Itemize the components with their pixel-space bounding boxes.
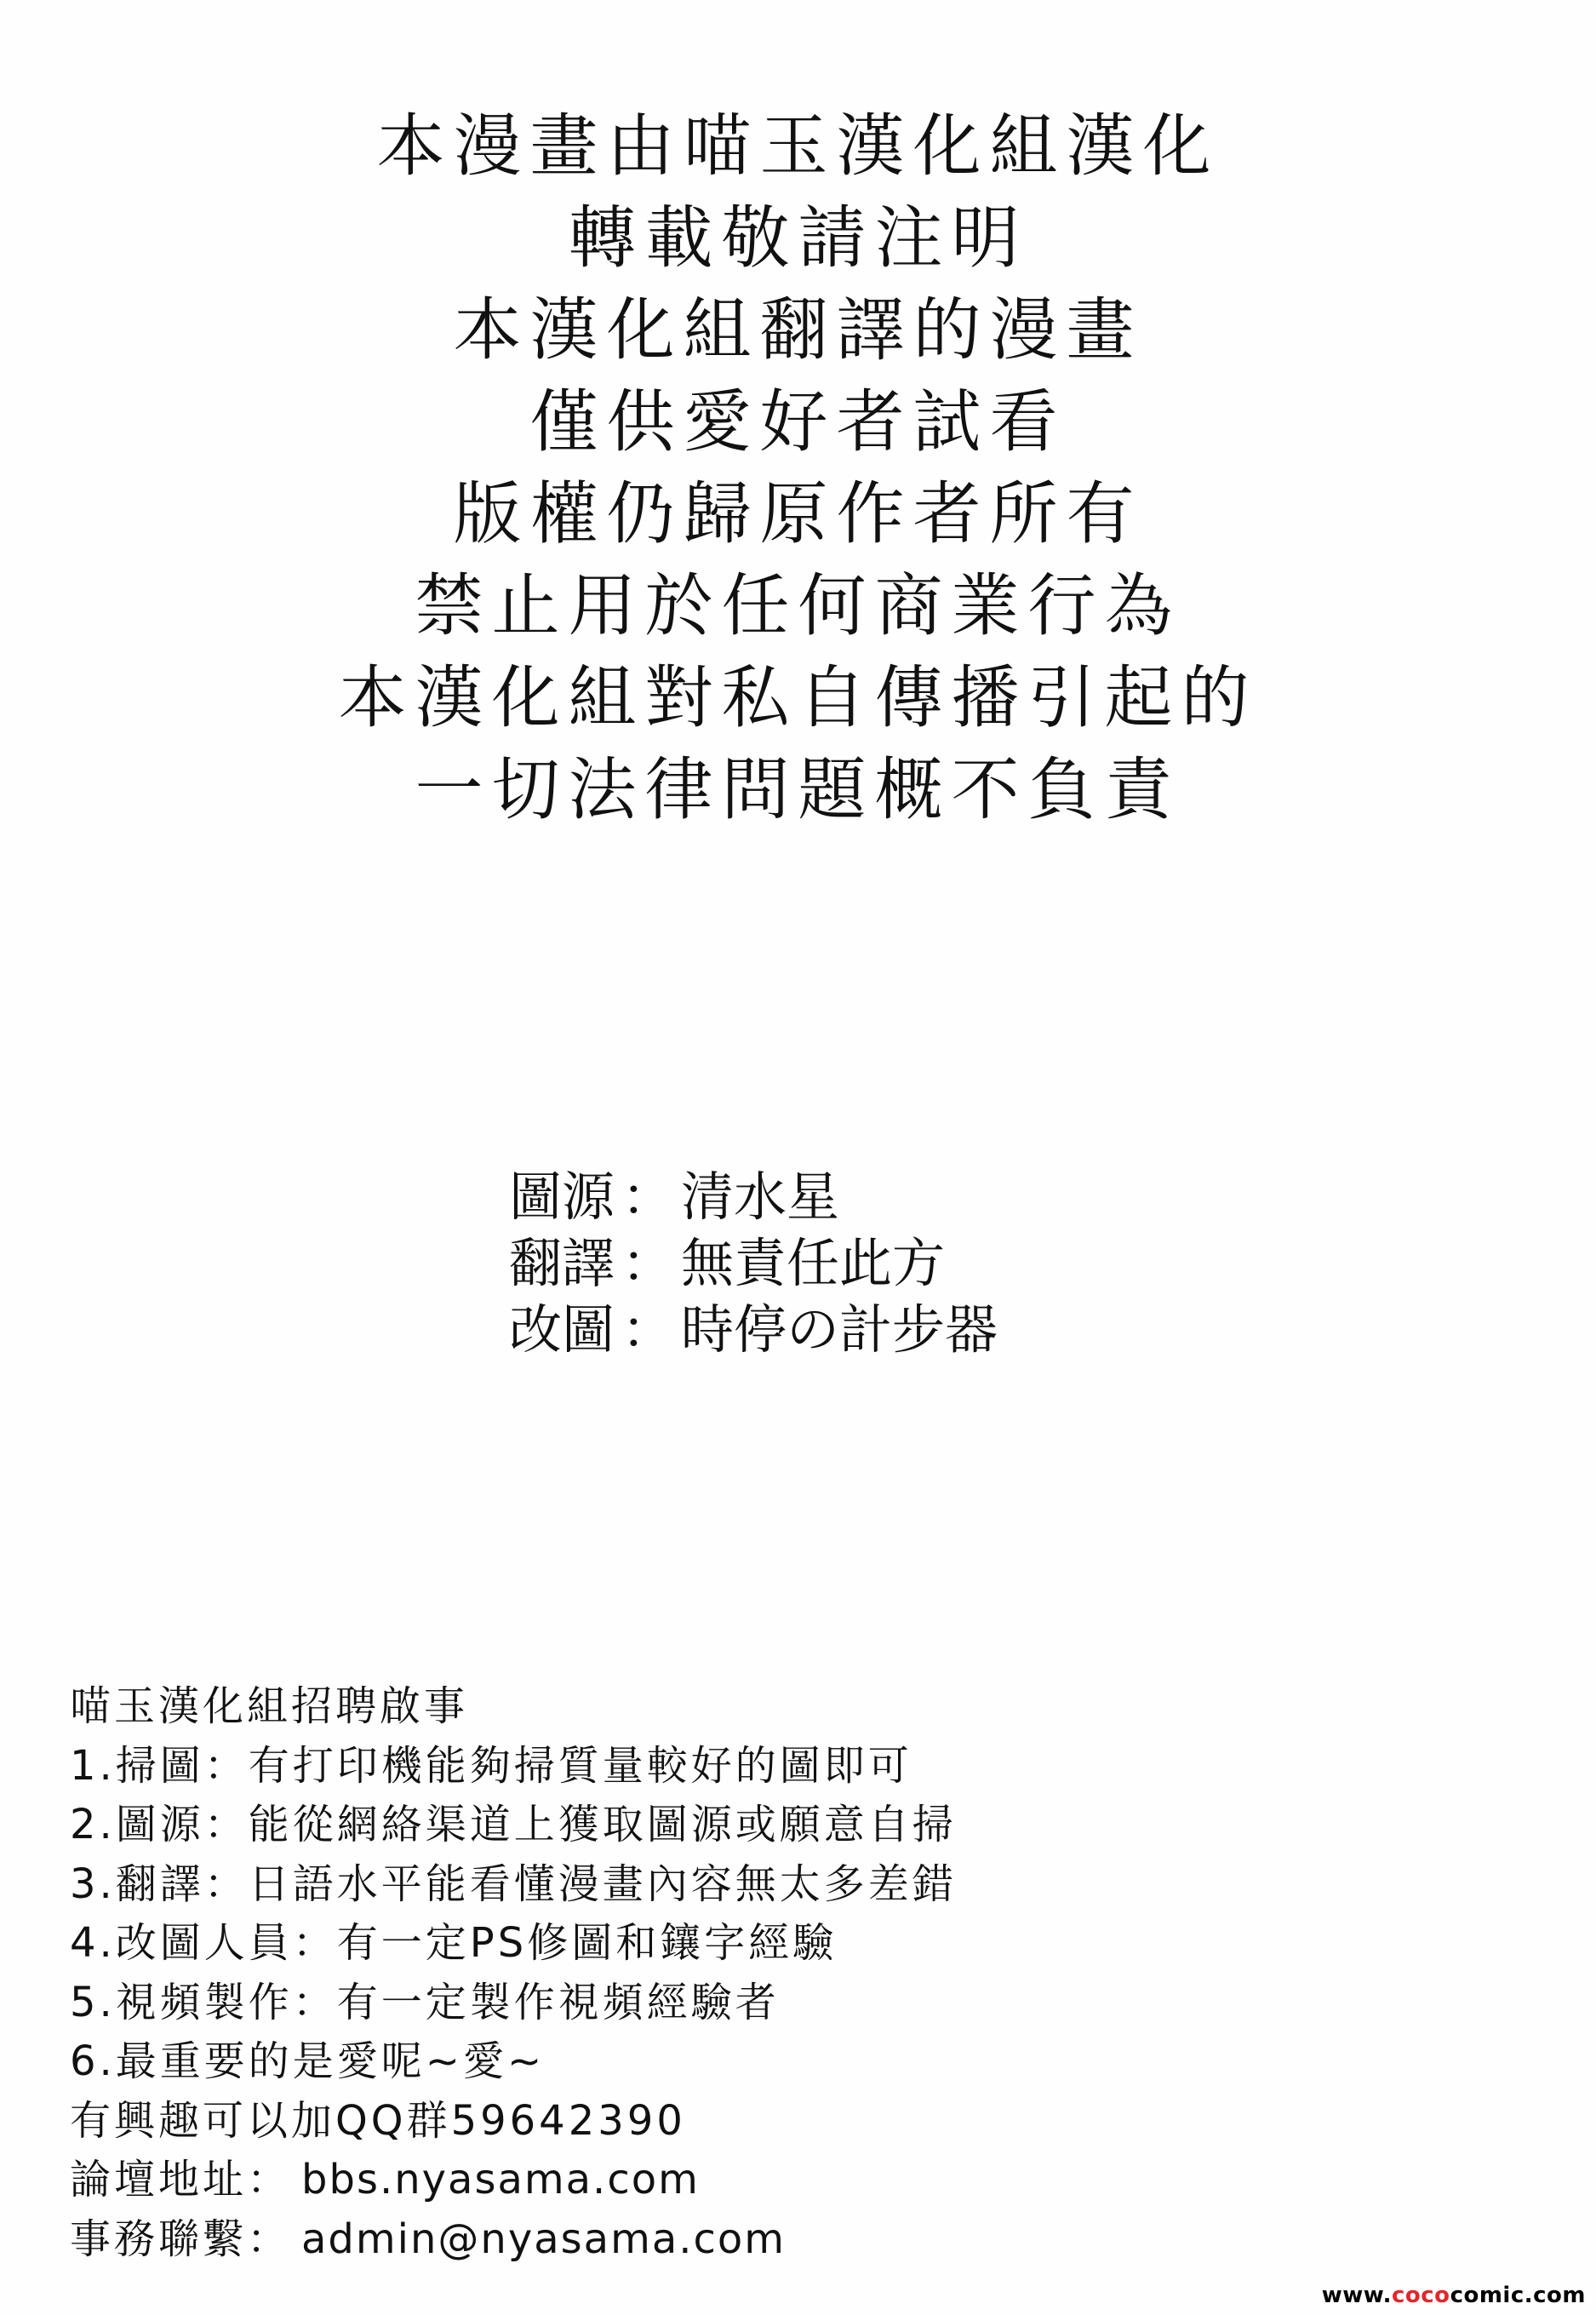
notice-line: 版權仍歸原作者所有	[453, 474, 1143, 553]
notice-line: 一切法律問題概不負責	[415, 750, 1181, 829]
credit-row-edit	[509, 1297, 1275, 1363]
notice-line: 本漢化組翻譯的漫畫	[453, 290, 1143, 370]
notice-line: 僅供愛好者試看	[529, 382, 1067, 461]
contact-label: 事務聯繫：	[70, 2215, 292, 2263]
recruit-item: 1.掃圖：有打印機能夠掃質量較好的圖即可	[70, 1741, 912, 1790]
staff-credits	[509, 1164, 1275, 1363]
credit-role: 改圖	[509, 1298, 615, 1361]
forum-address-line	[70, 2151, 1347, 2210]
credit-name: 時停の計步器	[681, 1298, 998, 1361]
recruit-item: 6.最重要的是愛呢~愛~	[70, 2037, 546, 2085]
contact-email: admin@nyasama.com	[301, 2215, 787, 2263]
credit-role: 圖源	[509, 1166, 615, 1228]
recruitment-notice	[70, 1677, 1347, 2269]
credit-row-translation	[509, 1230, 1275, 1297]
notice-line: 轉載敬請注明	[568, 198, 1028, 278]
recruit-item: 4.改圖人員：有一定PS修圖和鑲字經驗	[70, 1919, 838, 1967]
watermark-brand: coco	[1392, 2283, 1450, 2308]
credit-name: 無責任此方	[681, 1232, 946, 1294]
watermark-suffix: comic.com	[1450, 2283, 1586, 2308]
credit-separator: ：	[621, 1166, 675, 1228]
forum-label: 論壇地址：	[70, 2156, 292, 2203]
credit-row-source	[509, 1164, 1275, 1230]
credit-role: 翻譯	[509, 1232, 615, 1294]
contact-email-line	[70, 2210, 1347, 2270]
credit-name: 清水星	[681, 1166, 840, 1228]
qq-group-line: 有興趣可以加QQ群59642390	[70, 2096, 686, 2145]
copyright-notice	[0, 100, 1596, 836]
recruit-item: 5.視頻製作：有一定製作視頻經驗者	[70, 1978, 780, 2026]
credit-separator: ：	[621, 1298, 675, 1361]
notice-line: 本漫畫由喵玉漢化組漢化	[376, 106, 1220, 186]
recruit-title: 喵玉漢化組招聘啟事	[70, 1682, 469, 1730]
forum-url: bbs.nyasama.com	[301, 2156, 700, 2203]
notice-line: 禁止用於任何商業行為	[415, 566, 1181, 645]
credit-separator: ：	[621, 1232, 675, 1294]
site-watermark	[1322, 2283, 1586, 2308]
recruit-item: 2.圖源：能從網絡渠道上獲取圖源或願意自掃	[70, 1801, 957, 1848]
notice-line: 本漢化組對私自傳播引起的	[338, 658, 1258, 737]
recruit-item: 3.翻譯：日語水平能看懂漫畫內容無太多差錯	[70, 1859, 957, 1908]
watermark-prefix: www.	[1321, 2283, 1392, 2308]
